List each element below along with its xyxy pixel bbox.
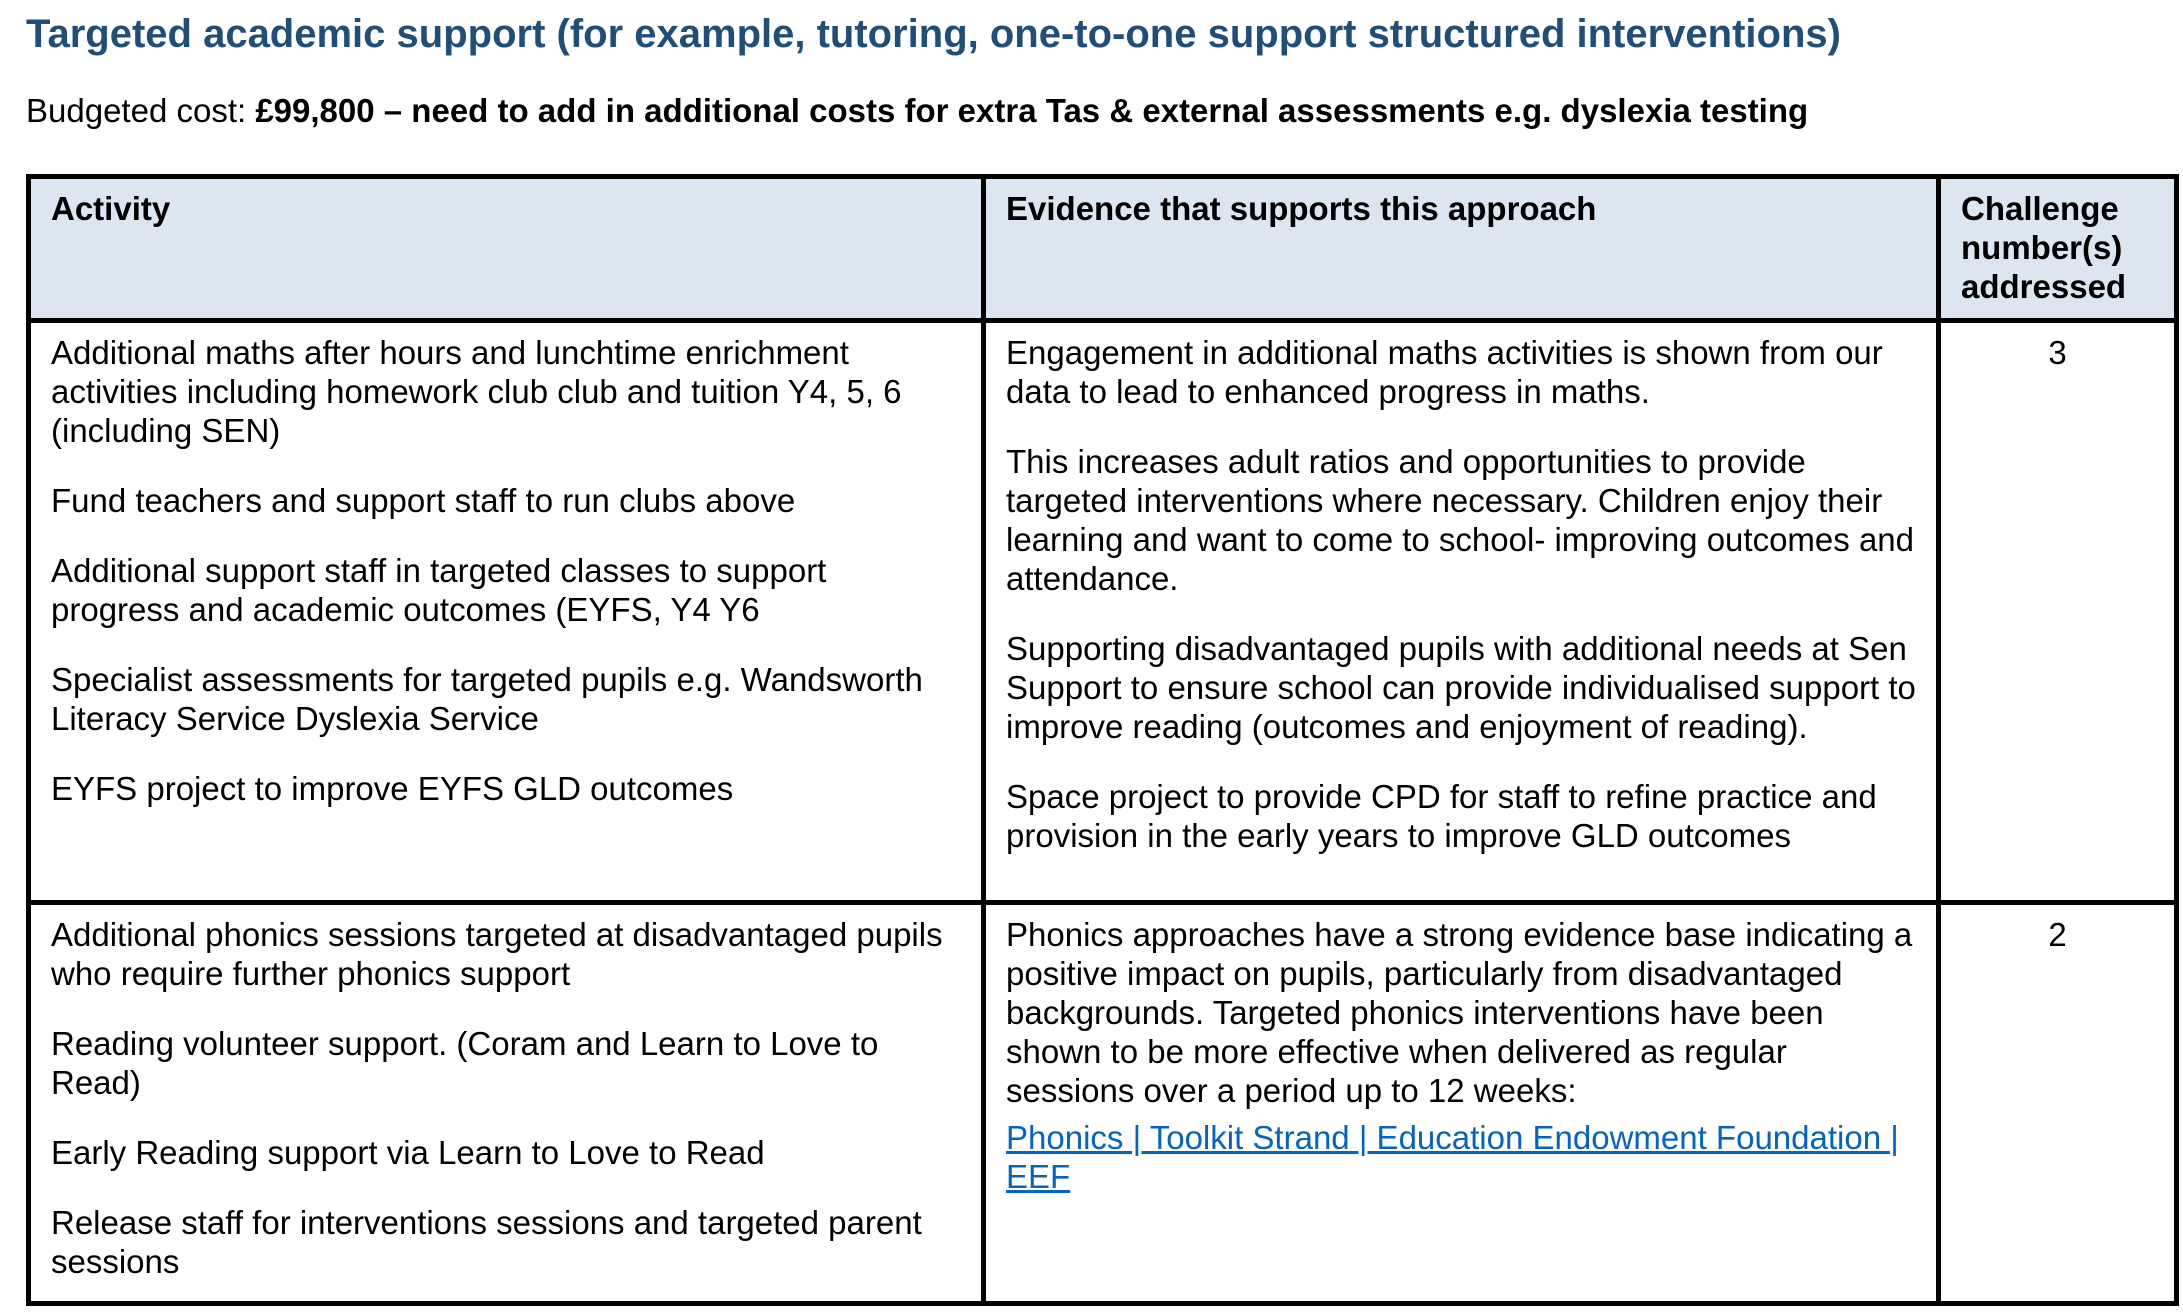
evidence-cell [984, 903, 1939, 1304]
activity-item: Early Reading support via Learn to Love to Read [51, 1134, 765, 1171]
budgeted-cost-value: £99,800 – need to add in additional costs for extra Tas & external assessments e.g. dyslexia testing [255, 92, 1809, 129]
table-header-row [29, 177, 2177, 321]
challenge-cell: 2 [1939, 903, 2177, 1304]
activity-cell [29, 321, 984, 903]
activity-item: Reading volunteer support. (Coram and Learn to Love to Read) [51, 1025, 879, 1101]
activity-cell [29, 903, 984, 1304]
activity-item: Additional phonics sessions targeted at disadvantaged pupils who require further phonics support [51, 916, 943, 992]
evidence-item: This increases adult ratios and opportunities to provide targeted interventions where necessary. Children enjoy their learning and want to come to school- improving outcomes and attendance. [1006, 443, 1914, 597]
eef-phonics-link[interactable]: Phonics | Toolkit Strand | Education Endowment Foundation | EEF [1006, 1119, 1899, 1195]
section-heading: Targeted academic support (for example, tutoring, one-to-one support structured interventions) [26, 12, 1841, 56]
header-challenge: Challenge number(s) addressed [1939, 177, 2177, 321]
challenge-cell: 3 [1939, 321, 2177, 903]
support-table [26, 174, 2179, 1306]
activity-item: Fund teachers and support staff to run clubs above [51, 482, 796, 519]
activity-item: Specialist assessments for targeted pupils e.g. Wandsworth Literacy Service Dyslexia Service [51, 661, 923, 737]
budgeted-cost [26, 92, 1808, 130]
evidence-item: Phonics approaches have a strong evidence base indicating a positive impact on pupils, particularly from disadvantaged backgrounds. Targeted phonics interventions have been shown to be more effective when delivered as regular sessions over a period up to 12 weeks: [1006, 916, 1913, 1109]
budgeted-cost-label: Budgeted cost: [26, 92, 256, 129]
table-row [29, 903, 2177, 1304]
evidence-item: Supporting disadvantaged pupils with additional needs at Sen Support to ensure school can provide individualised support to improve reading (outcomes and enjoyment of reading). [1006, 630, 1916, 745]
evidence-item: Space project to provide CPD for staff to refine practice and provision in the early years to improve GLD outcomes [1006, 778, 1877, 854]
activity-item: Release staff for interventions sessions and targeted parent sessions [51, 1204, 922, 1280]
header-activity: Activity [29, 177, 984, 321]
activity-item: EYFS project to improve EYFS GLD outcomes [51, 770, 734, 807]
table-row [29, 321, 2177, 903]
evidence-cell [984, 321, 1939, 903]
activity-item: Additional support staff in targeted classes to support progress and academic outcomes (EYFS, Y4 Y6 [51, 552, 827, 628]
evidence-item: Engagement in additional maths activities is shown from our data to lead to enhanced progress in maths. [1006, 334, 1883, 410]
activity-item: Additional maths after hours and lunchtime enrichment activities including homework club club and tuition Y4, 5, 6 (including SEN) [51, 334, 902, 449]
header-evidence: Evidence that supports this approach [984, 177, 1939, 321]
